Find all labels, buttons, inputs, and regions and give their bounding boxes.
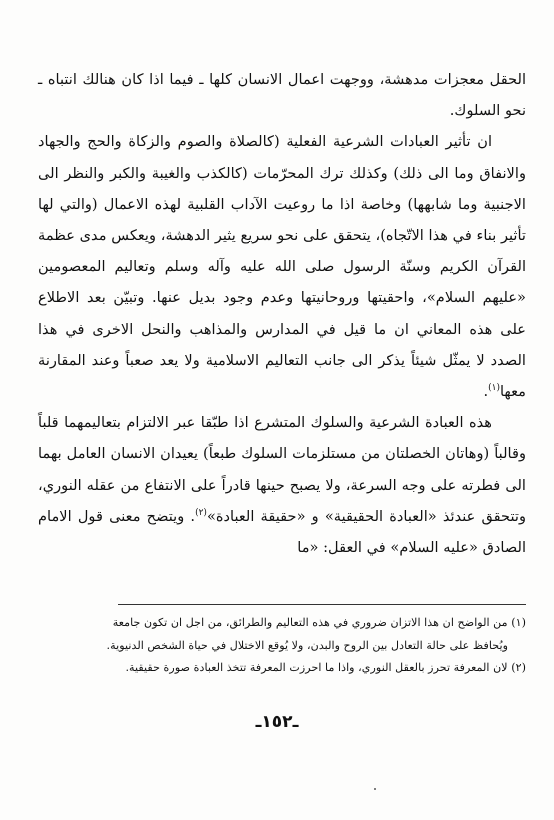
paragraph-3-text: هذه العبادة الشرعية والسلوك المتشرع اذا طبّقا عبر الالتزام بتعاليمهما قلباً وقالباً (وهاتان الخصلتان من مستلزمات السلوك طبعاً) يعيدان الانسان العامل بهما الى فطرته على وجه السرعة، ولا يصبح حينها قادراً على الانتفاع من عقله النوري، وتتحقق عندئذ «العبادة الحقيقية» و «حقيقة العبادة» bbox=[38, 414, 526, 525]
footnote-1-line-1: (١) من الواضح ان هذا الاتزان ضروري في هذه التعاليم والطرائق، من اجل ان تكون جامعة bbox=[112, 616, 526, 629]
paragraph-3 bbox=[38, 407, 526, 563]
paragraph-2 bbox=[38, 126, 526, 407]
paragraph-1-text: الحقل معجزات مدهشة، ووجهت اعمال الانسان كلها ـ فيما اذا كان هنالك انتباه ـ نحو السلوك. bbox=[38, 71, 526, 120]
scan-dot bbox=[374, 788, 376, 790]
paragraph-3-end: . ويتضح معنى قول الامام الصادق «عليه السلام» في العقل: «ما bbox=[38, 507, 526, 557]
page-number: ـ١٥٢ـ bbox=[255, 712, 299, 732]
paragraph-2-text: ان تأثير العبادات الشرعية الفعلية (كالصلاة والصوم والزكاة والحج والجهاد والانفاق وما الى ذلك) وكذلك ترك المحرّمات (كالكذب والغيبة والكبر والنظر الى الاجنبية وما شابهها) وخاصة اذا ما روعيت الآداب القلبية لهذه الاعمال (والتي لها تأثير بناء في هذا الاتّجاه)، يتحقق على نحو سريع يثير الدهشة، ويعكس مدى عظمة القرآن الكريم وسنّة الرسول صلى الله عليه وآله وسلم وتعاليم المعصومين «عليهم السلام»، واحقيتها وروحانيتها وعدم وجود بديل عنها. وتبيّن بعد الاطلاع على هذه المعاني ان ما قيل في المدارس والمذاهب والنحل الاخرى في هذا الصدد لا يمثّل شيئاً يذكر الى جانب التعاليم الاسلامية ولا يعد صعباً وعند المقارنة معها bbox=[38, 133, 526, 401]
footnote-1-line-2: ويُحافظ على حالة التعادل بين الروح والبدن، ولا يُوقع الاختلال في حياة الشخص الدنيوية. bbox=[106, 638, 508, 652]
footnote-ref-2: (٢) bbox=[195, 507, 207, 518]
paragraph-1 bbox=[38, 64, 526, 126]
paragraph-2-end: . bbox=[483, 383, 489, 401]
footnote-divider bbox=[118, 604, 526, 605]
main-text bbox=[38, 64, 526, 563]
footnote-2: (٢) لان المعرفة تحرز بالعقل النوري، واذا ما احرزت المعرفة تتخذ العبادة صورة حقيقية. bbox=[125, 661, 526, 674]
footnote-ref-1: (١) bbox=[488, 383, 500, 394]
footnotes bbox=[38, 612, 526, 680]
